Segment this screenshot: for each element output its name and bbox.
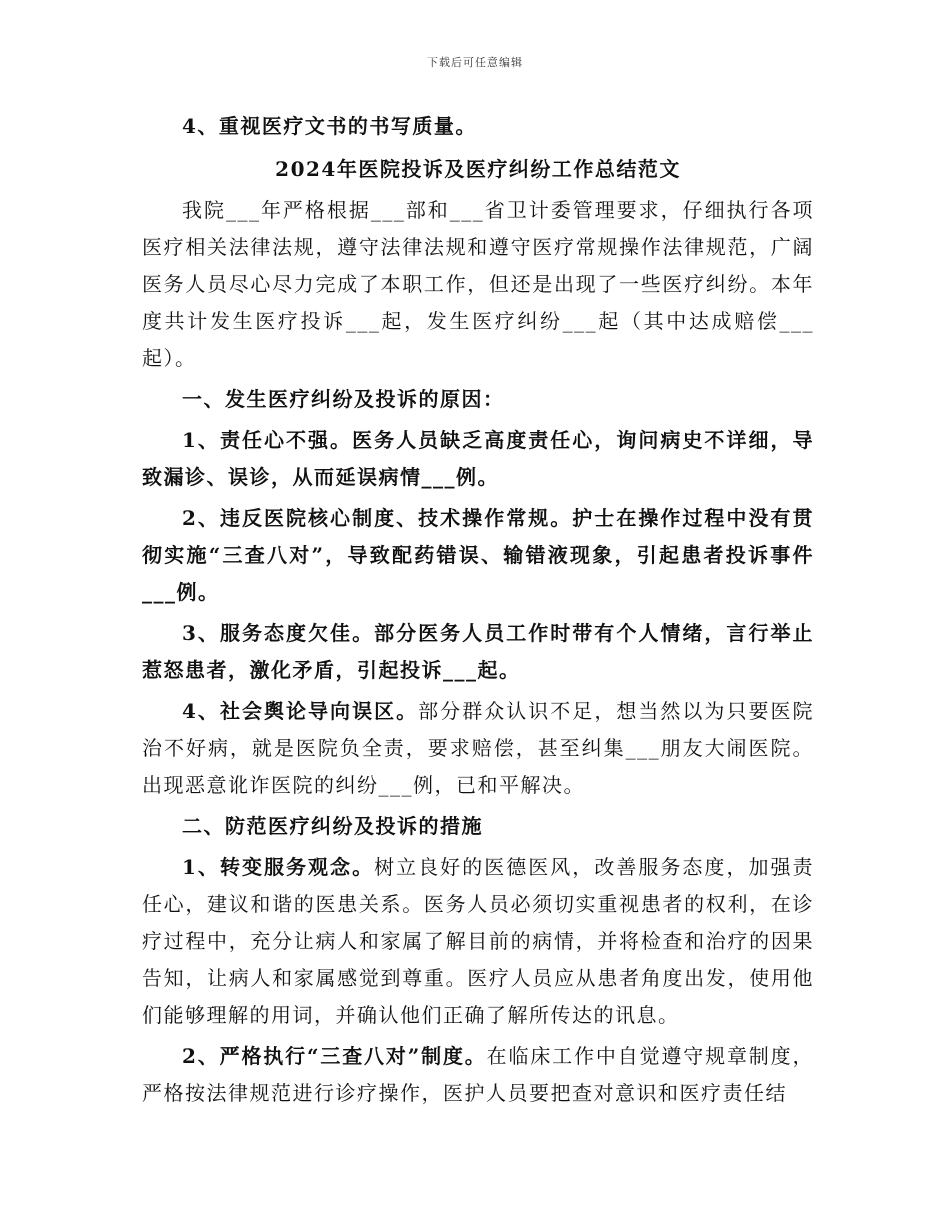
section1-item-4 (142, 693, 814, 804)
section2-item-1-body: 树立良好的医德医风，改善服务态度，加强责任心，建议和谐的医患关系。医务人员必须切实重视患者的权利，在诊疗过程中，充分让病人和家属了解目前的病情，并将检查和治疗的因果告知，让病人和家属感觉到尊重。医疗人员应从患者角度出发，使用他们能够理解的用词，并确认他们正确了解所传达的讯息。 (142, 855, 815, 1027)
intro-paragraph: 我院___年严格根据___部和___省卫计委管理要求，仔细执行各项医疗相关法律法规，遵守法律法规和遵守医疗常规操作法律规范，广阔医务人员尽心尽力完成了本职工作，但还是出现了一些医疗纠纷。本年度共计发生医疗投诉___起，发生医疗纠纷___起（其中达成赔偿___起）。 (142, 198, 814, 370)
section2-item-1 (142, 849, 814, 1034)
section2-item-1-lead: 1、转变服务观念。 (182, 855, 375, 879)
section2-item-2-lead: 2、严格执行“三查八对”制度。 (182, 1044, 487, 1068)
section1-item-1: 1、责任心不强。医务人员缺乏高度责任心，询问病史不详细，导致漏诊、误诊，从而延误病情___例。 (142, 428, 814, 489)
section2-heading: 二、防范医疗纠纷及投诉的措施 (182, 814, 483, 838)
section2-item-2-body: 在临床工作中自觉遵守规章制度，严格按法律规范进行诊疗操作，医护人员要把查对意识和医疗责任结 (142, 1044, 814, 1105)
header-note: 下载后可任意编辑 (427, 56, 523, 69)
section1-item-3: 3、服务态度欠佳。部分医务人员工作时带有个人情绪，言行举止惹怒患者，激化矛盾，引起投诉___起。 (142, 621, 814, 682)
section1-item-2: 2、违反医院核心制度、技术操作常规。护士在操作过程中没有贯彻实施“三查八对”，导致配药错误、输错液现象，引起患者投诉事件___例。 (142, 506, 814, 604)
section1-heading: 一、发生医疗纠纷及投诉的原因： (182, 387, 505, 411)
document-title: 2024年医院投诉及医疗纠纷工作总结范文 (275, 157, 681, 181)
section1-item-4-body: 部分群众认识不足，想当然以为只要医院治不好病，就是医院负全责，要求赔偿，甚至纠集___朋友大闹医院。出现恶意讹诈医院的纠纷___例，已和平解决。 (142, 699, 815, 797)
section1-item-4-lead: 4、社会舆论导向误区。 (182, 699, 419, 723)
document-body (142, 108, 814, 1112)
intro-item: 4、重视医疗文书的书写质量。 (182, 114, 477, 138)
section2-item-2 (142, 1038, 814, 1112)
